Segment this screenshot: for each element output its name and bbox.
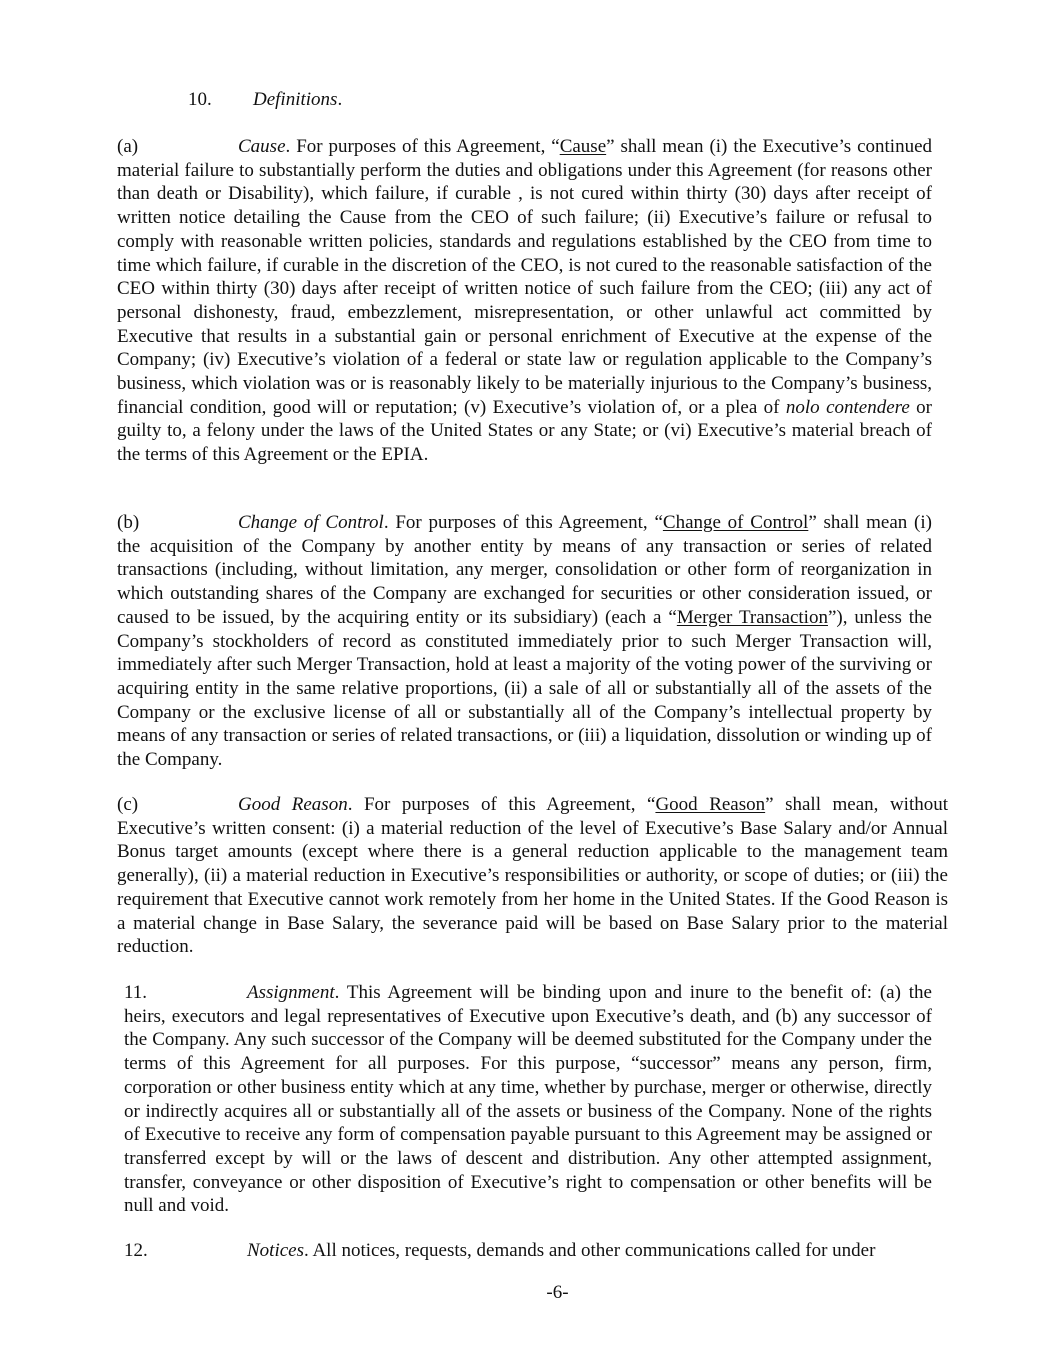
definition-good-reason: (c) Good Reason. For purposes of this Agreement, “Good Reason” shall mean, without Executive’s written consent: (i) a material reduction of the level of Executive’s Base Salary and/or Annual Bonus target amounts (except where there is a general reduction applicable to the management team generally), (ii) a material reduction in Executive’s responsibilities or authority, or scope of duties; or (iii) the requirement that Executive cannot work remotely from her home in the United States. If the Good Reason is a material change in Base Salary, the severance paid will be based on Base Salary prior to the material reduction. xyxy=(117,794,949,958)
clause-label: (a) xyxy=(117,136,139,157)
section-title: Assignment xyxy=(247,982,335,1003)
section-number: 12. xyxy=(124,1240,148,1261)
definition-change-of-control: (b) Change of Control. For purposes of this Agreement, “Change of Control” shall mean (i) the acquisition of the Company by another entity by means of any transaction or series of related transactions (including, without limitation, any merger, consolidation or other form of reorganization in which outstanding shares of the Company are exchanged for securities or other consideration issued, or caused to be issued, by the acquiring entity or its subsidiary) (each a “Merger Transaction”), unless the Company’s stockholders of record as constituted immediately prior to such Merger Transaction will, immediately after such Merger Transaction, hold at least a majority of the voting power of the surviving or acquiring entity in the same relative proportions, (ii) a sale of all or substantially all of the assets of the Company or the exclusive license of all or substantially all of the Company’s intellectual property by means of any transaction or series of related transactions, or (iii) a liquidation, dissolution or winding up of the Company. xyxy=(117,512,932,771)
page-number: -6- xyxy=(546,1282,569,1303)
clause-term: Good Reason xyxy=(238,794,348,815)
section-number: 10. xyxy=(188,89,212,110)
section-number: 11. xyxy=(124,982,148,1003)
clause-label: (b) xyxy=(117,512,140,533)
section-12-notices: 12. Notices. All notices, requests, demands and other communications called for under xyxy=(124,1240,876,1261)
defined-term: Cause xyxy=(559,136,607,157)
section-10-heading: 10. Definitions. xyxy=(188,89,343,110)
defined-term: Change of Control xyxy=(662,512,809,533)
section-title: Definitions xyxy=(253,89,338,110)
defined-term: Good Reason xyxy=(655,794,766,815)
section-title: Notices xyxy=(247,1240,304,1261)
defined-term-merger: Merger Transaction xyxy=(676,606,828,628)
italic-phrase: nolo contendere xyxy=(785,396,910,418)
section-11-assignment: 11. Assignment. This Agreement will be binding upon and inure to the benefit of: (a) the heirs, executors and legal representatives of Executive upon Executive’s death, and (b) any successor of the Company. Any such successor of the Company will be deemed substituted for the Company under the terms of this Agreement for all purposes. For this purpose, “successor” means any person, firm, corporation or other business entity which at any time, whether by purchase, merger or otherwise, directly or indirectly acquires all or substantially all of the assets or business of the Company. None of the rights of Executive to receive any form of compensation payable pursuant to this Agreement may be assigned or transferred except by will or the laws of descent and distribution. Any other attempted assignment, transfer, conveyance or other disposition of Executive’s right to compensation or other benefits will be null and void. xyxy=(124,982,932,1217)
clause-term: Change of Control xyxy=(238,512,384,533)
clause-label: (c) xyxy=(117,794,139,815)
definition-cause: (a) Cause. For purposes of this Agreement, “Cause” shall mean (i) the Executive’s continued material failure to substantially perform the duties and obligations under this Agreement (for reasons other than death or Disability), which failure, if curable , is not cured within thirty (30) days after receipt of written notice detailing the Cause from the CEO of such failure; (ii) Executive’s failure or refusal to comply with reasonable written policies, standards and regulations established by the CEO from time to time which failure, if curable in the discretion of the CEO, is not cured to the reasonable satisfaction of the CEO within thirty (30) days after receipt of written notice of such failure from the CEO; (iii) any act of personal dishonesty, fraud, embezzlement, misrepresentation, or other unlawful act committed by Executive that results in a substantial gain or personal enrichment of Executive at the expense of the Company; (iv) Executive’s violation of a federal or state law or regulation applicable to the Company’s business, which violation was or is reasonably likely to be materially injurious to the Company’s business, financial condition, good will or reputation; (v) Executive’s violation of, or a plea of nolo contendere or guilty to, a felony under the laws of the United States or any State; or (vi) Executive’s material breach of the terms of this Agreement or the EPIA. xyxy=(117,136,933,466)
clause-term: Cause xyxy=(238,136,286,157)
